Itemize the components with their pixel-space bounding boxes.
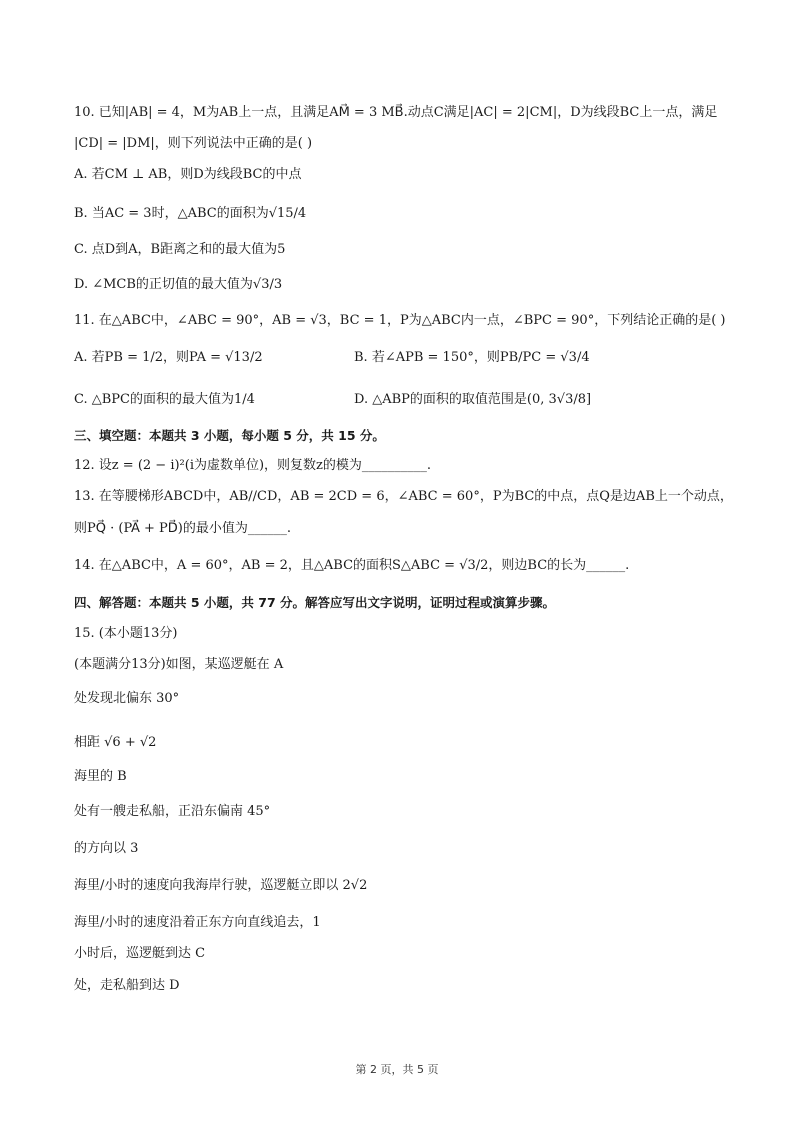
q13-line-2: 则PQ⃗ · (PA⃗ + PD⃗)的最小值为______. xyxy=(74,521,292,536)
q10-stem-line-1: 10. 已知|AB| = 4，M为AB上一点，且满足AM⃗ = 3 MB⃗.动点C满足|AC| = 2|CM|，D为线段BC上一点，满足 xyxy=(74,105,718,120)
q15-line-1: (本题满分13分)如图，某巡逻艇在 A xyxy=(74,657,284,672)
q10-option-b: B. 当AC = 3时，△ABC的面积为√15/4 xyxy=(74,206,307,221)
q11-option-b: B. 若∠APB = 150°，则PB/PC = √3/4 xyxy=(354,350,590,365)
q11-option-a: A. 若PB = 1/2，则PA = √13/2 xyxy=(74,350,263,365)
q15-line-6: 的方向以 3 xyxy=(74,841,139,856)
section-fill-in-heading: 三、填空题：本题共 3 小题，每小题 5 分，共 15 分。 xyxy=(74,428,385,443)
q11-option-c: C. △BPC的面积的最大值为1/4 xyxy=(74,392,255,407)
q10-option-d: D. ∠MCB的正切值的最大值为√3/3 xyxy=(74,277,283,292)
q12: 12. 设z = (2 − i)²(i为虚数单位)，则复数z的模为__________. xyxy=(74,458,432,473)
q10-option-c: C. 点D到A，B距离之和的最大值为5 xyxy=(74,242,286,257)
q15-line-8: 海里/小时的速度沿着正东方向直线追去，1 xyxy=(74,915,321,930)
q15-line-5: 处有一艘走私船，正沿东偏南 45° xyxy=(74,804,271,819)
page-footer: 第 2 页，共 5 页 xyxy=(355,1063,439,1076)
q13-line-1: 13. 在等腰梯形ABCD中，AB//CD，AB = 2CD = 6，∠ABC = 60°，P为BC的中点，点Q是边AB上一个动点， xyxy=(74,489,733,504)
q15-line-7: 海里/小时的速度向我海岸行驶，巡逻艇立即以 2√2 xyxy=(74,878,368,893)
q11-option-d: D. △ABP的面积的取值范围是(0, 3√3/8] xyxy=(354,392,592,407)
q15-title: 15. (本小题13分) xyxy=(74,626,178,641)
q15-line-4: 海里的 B xyxy=(74,769,127,784)
q11-stem: 11. 在△ABC中，∠ABC = 90°，AB = √3，BC = 1，P为△ABC内一点，∠BPC = 90°，下列结论正确的是( ) xyxy=(74,313,726,328)
q10-option-a: A. 若CM ⊥ AB，则D为线段BC的中点 xyxy=(74,167,302,182)
q15-line-3: 相距 √6 + √2 xyxy=(74,735,157,750)
section-solution-heading: 四、解答题：本题共 5 小题，共 77 分。解答应写出文字说明，证明过程或演算步骤。 xyxy=(74,595,556,610)
q14: 14. 在△ABC中，A = 60°，AB = 2，且△ABC的面积S△ABC = √3/2，则边BC的长为______. xyxy=(74,558,630,573)
q15-line-9: 小时后，巡逻艇到达 C xyxy=(74,946,206,961)
q15-line-10: 处，走私船到达 D xyxy=(74,978,180,993)
q15-line-2: 处发现北偏东 30° xyxy=(74,691,180,706)
q10-stem-line-2: |CD| = |DM|，则下列说法中正确的是( ) xyxy=(74,136,313,151)
